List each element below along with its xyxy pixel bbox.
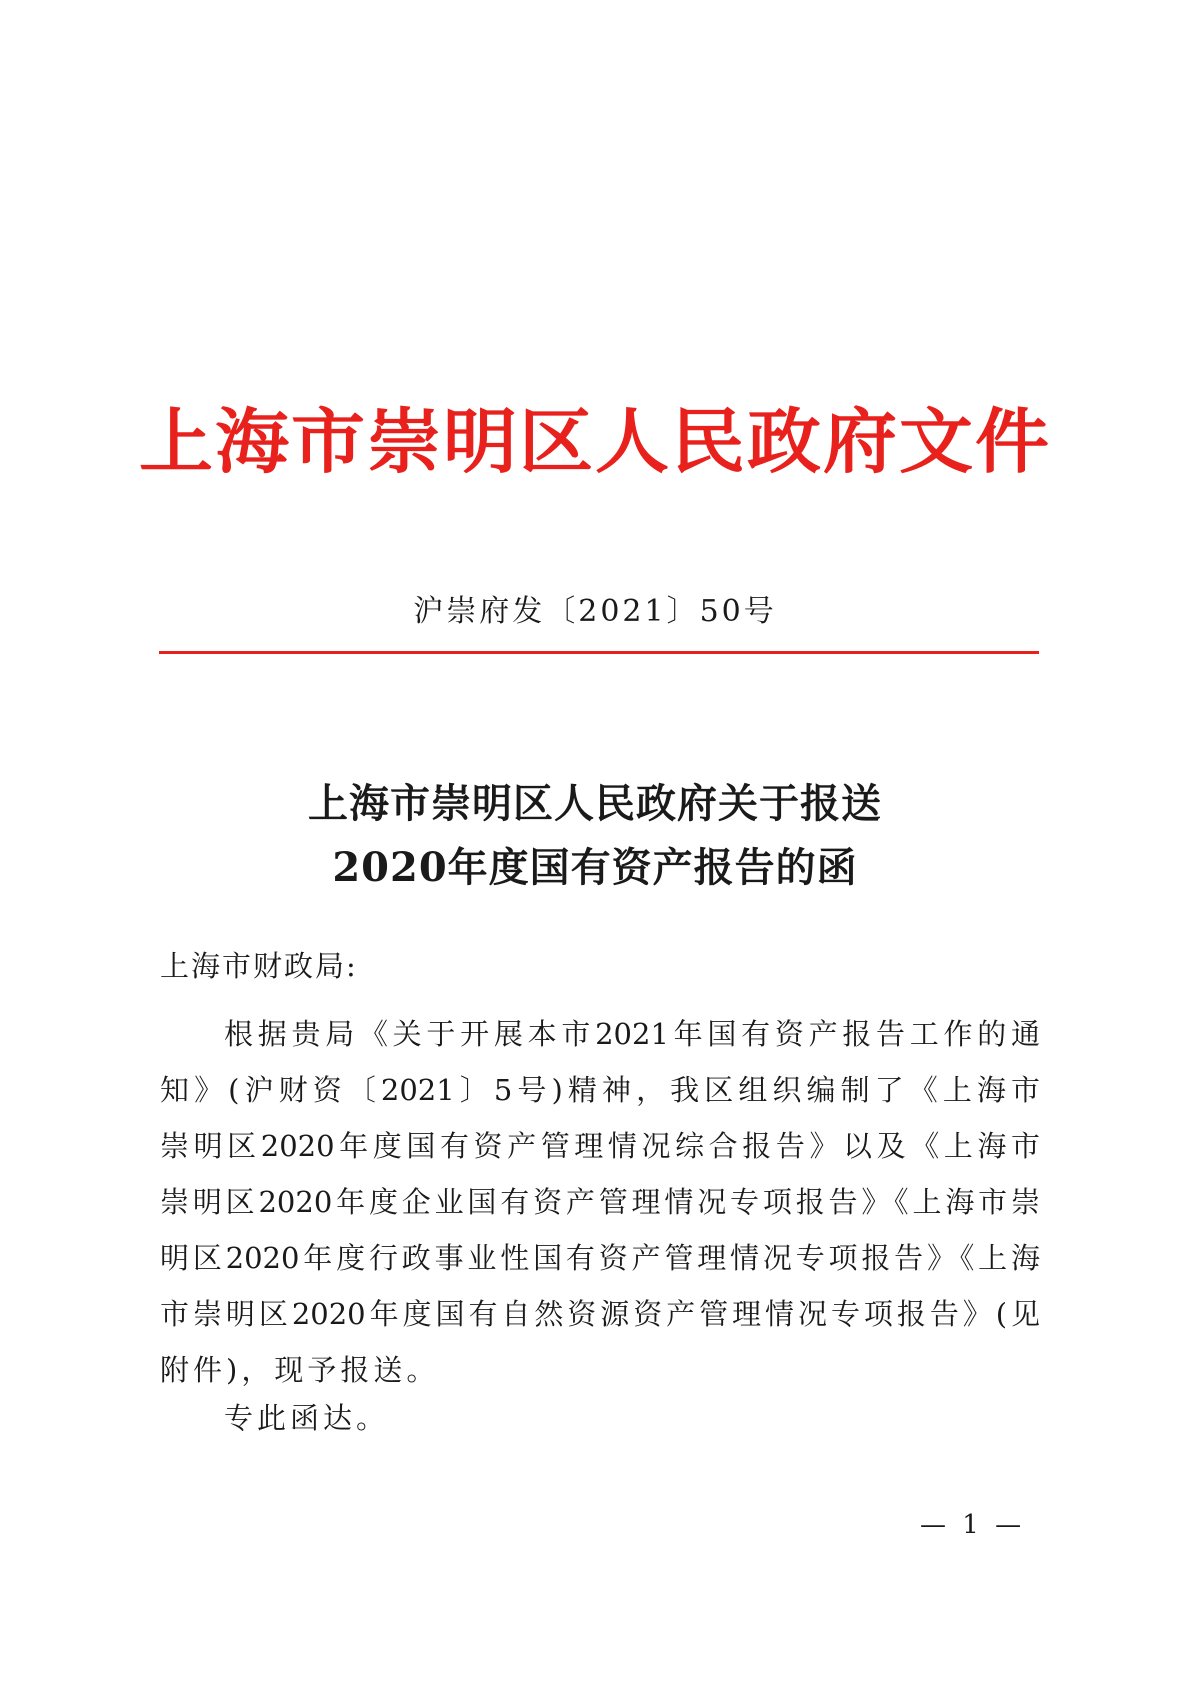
letter-title	[0, 772, 1190, 900]
page-number: — 1 —	[920, 1510, 1026, 1540]
body-line: 崇明区2020年度国有资产管理情况综合报告》以及《上海市	[160, 1129, 1040, 1163]
body-line: 附件)，现予报送。	[160, 1353, 440, 1387]
body-line: 明区2020年度行政事业性国有资产管理情况专项报告》《上海	[160, 1241, 1040, 1275]
body-paragraph	[160, 1006, 1040, 1398]
letter-title-line-1: 上海市崇明区人民政府关于报送	[308, 780, 882, 827]
body-line: 知》(沪财资〔2021〕5号)精神，我区组织编制了《上海市	[160, 1073, 1040, 1107]
masthead-title: 上海市崇明区人民政府文件	[139, 401, 1051, 483]
body-line: 崇明区2020年度企业国有资产管理情况专项报告》《上海市崇	[160, 1185, 1040, 1219]
document-number: 沪崇府发〔2021〕50号	[413, 594, 777, 629]
addressee: 上海市财政局:	[160, 949, 358, 983]
red-divider-rule	[159, 651, 1039, 654]
letter-title-line-2: 2020年度国有资产报告的函	[332, 844, 858, 891]
closing-phrase: 专此函达。	[224, 1401, 390, 1435]
body-line: 根据贵局《关于开展本市2021年国有资产报告工作的通	[224, 1017, 1040, 1051]
body-line: 市崇明区2020年度国有自然资源资产管理情况专项报告》(见	[160, 1297, 1040, 1331]
